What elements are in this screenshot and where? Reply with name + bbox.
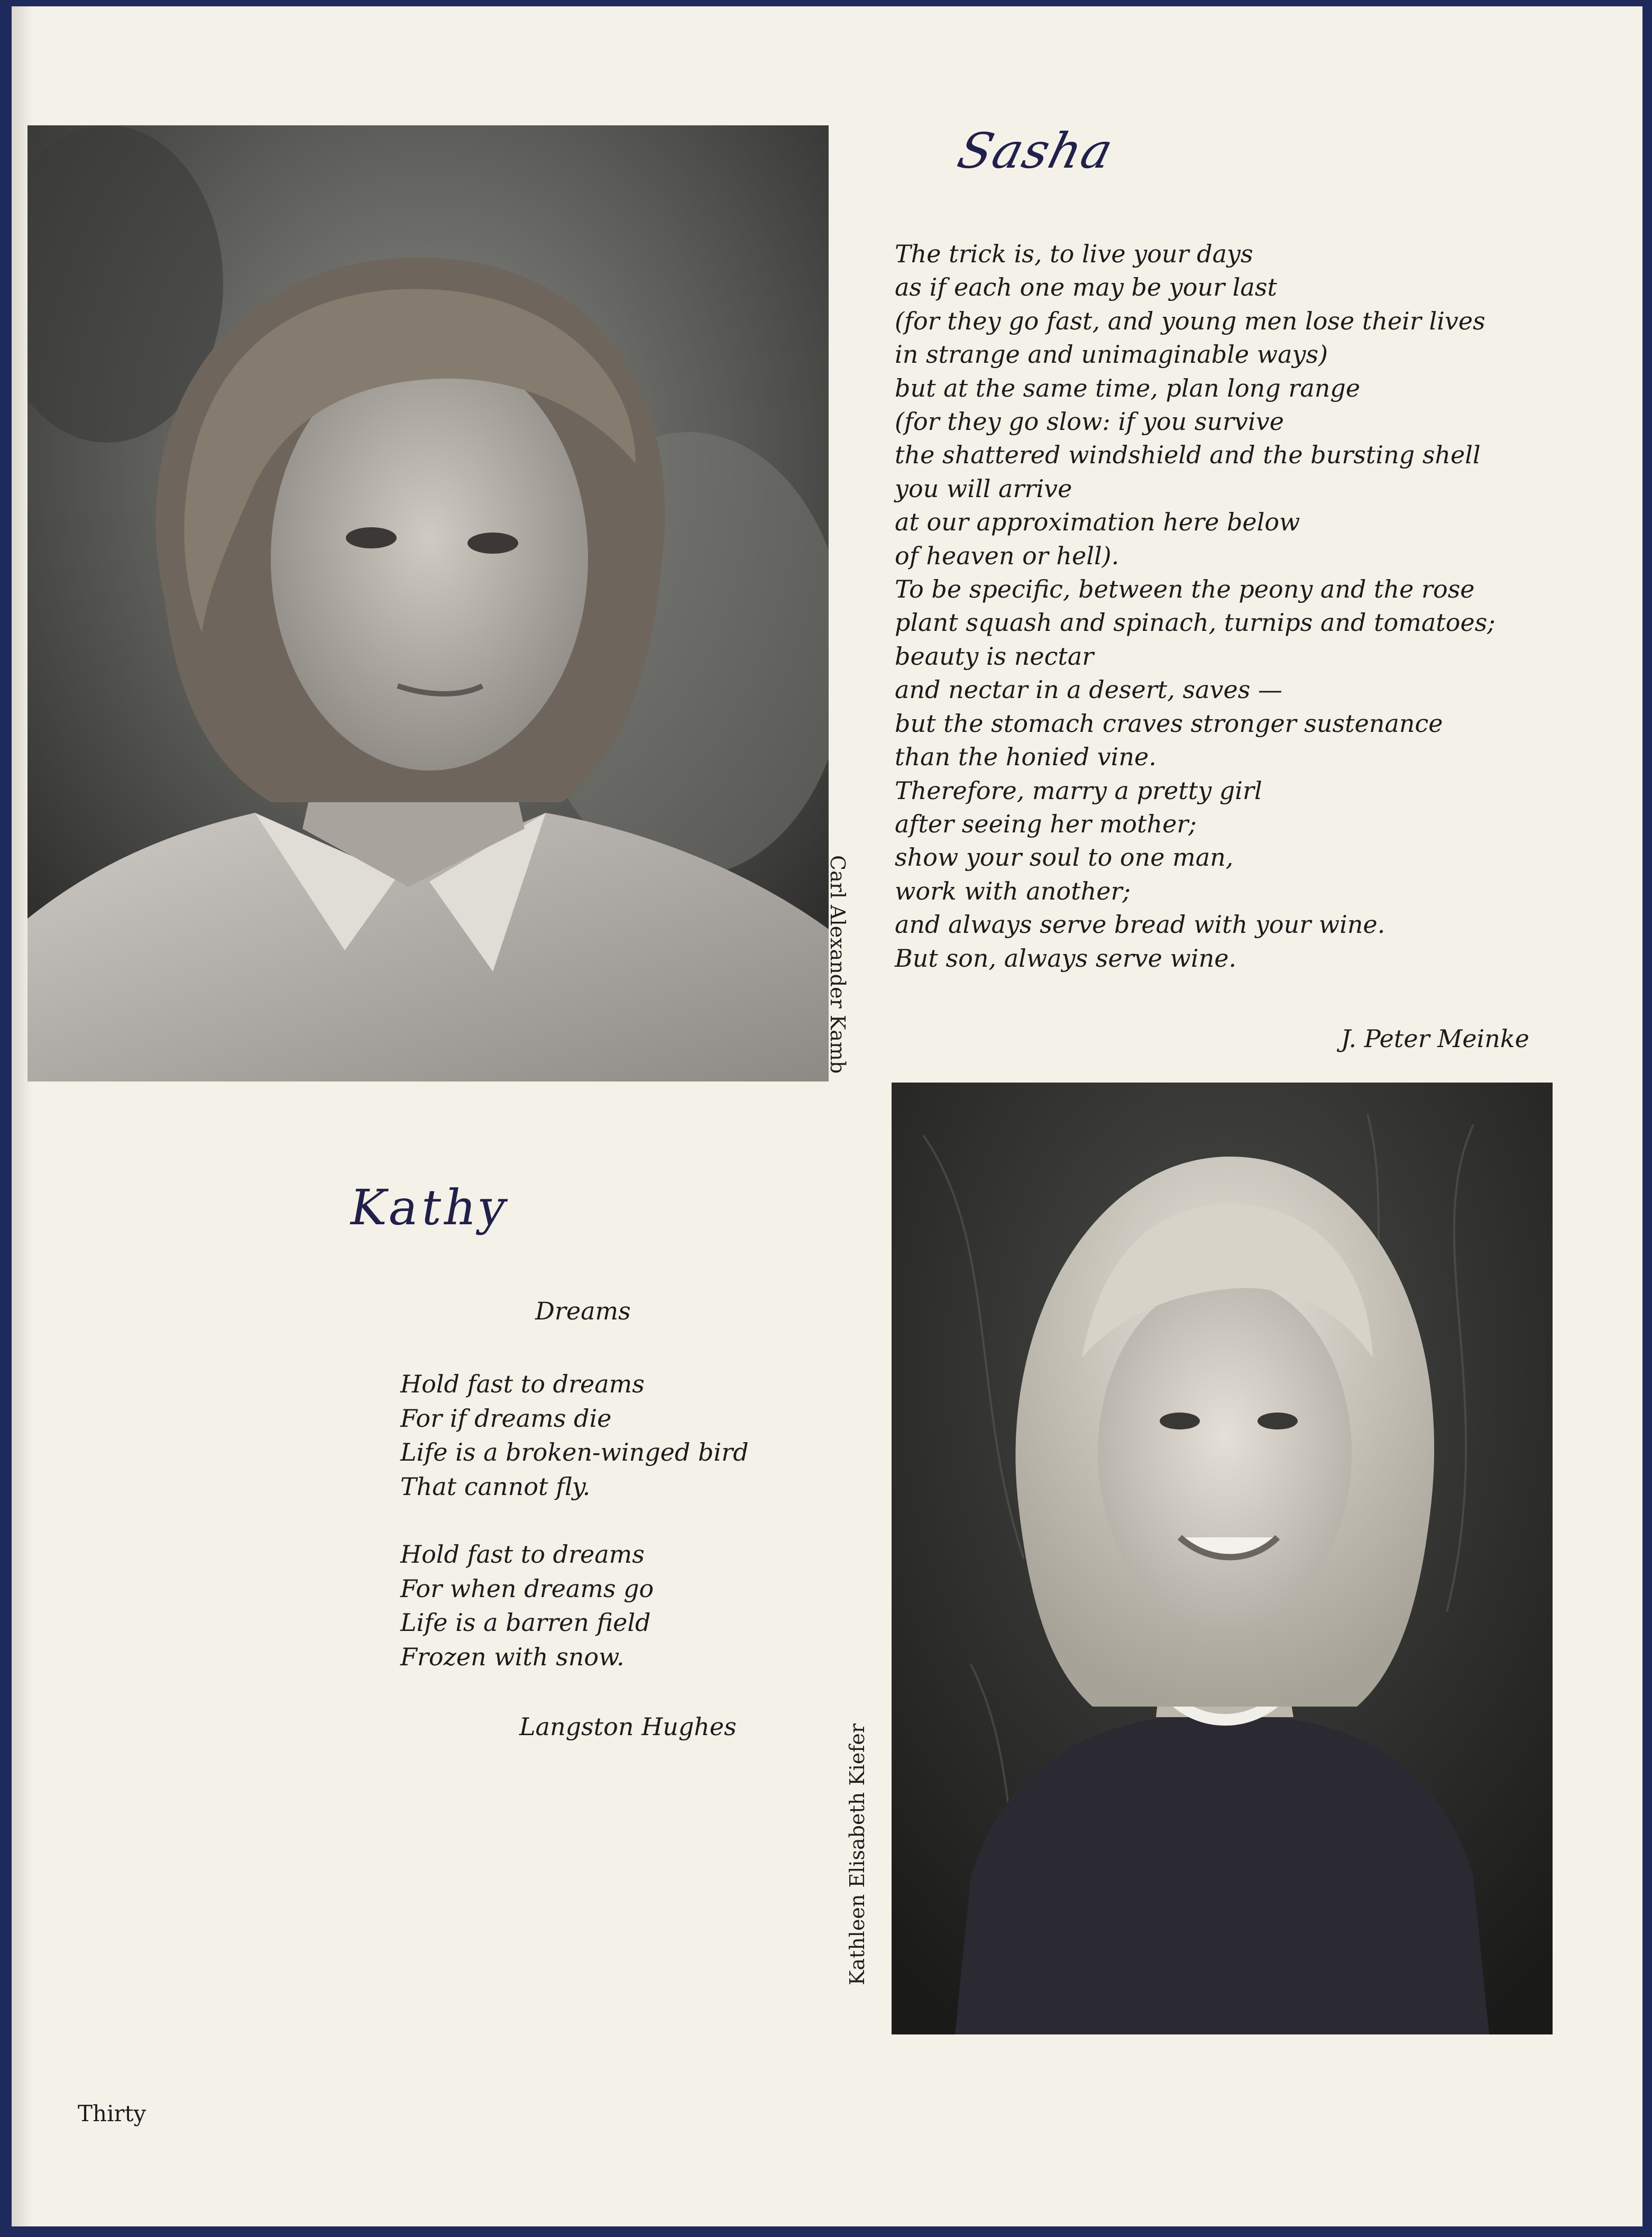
poem-line: beauty is nectar [895,641,1094,671]
poem-line: as if each one may be your last [895,273,1277,302]
poem-line: the shattered windshield and the bursting shell [895,441,1481,470]
signature-kathy: Kathy [345,1179,515,1236]
stanza-gap [400,1503,802,1537]
poem-line: Hold fast to dreams [400,1370,645,1398]
signature-sasha: Sasha [952,123,1119,179]
poem-line: The trick is, to live your days [895,240,1253,268]
poem-line: after seeing her mother; [895,809,1197,838]
poem-line: Hold fast to dreams [400,1540,645,1569]
portrait-photo-carl [27,125,829,1081]
poem-line: in strange and unimaginable ways) [895,340,1328,369]
page-number: Thirty [78,2101,146,2126]
poem-line: But son, always serve wine. [895,943,1237,973]
poem-line: than the honied vine. [895,742,1157,772]
poem-meinke [895,237,1582,975]
poem-line: show your soul to one man, [895,843,1234,872]
poem-line: you will arrive [895,474,1072,503]
poem-line: and always serve bread with your wine. [895,910,1385,939]
poem-meinke-author: J. Peter Meinke [1341,1024,1529,1053]
poem-line: That cannot fly. [400,1472,591,1501]
poem-dreams [400,1367,802,1674]
caption-carl: Carl Alexander Kamb [826,855,849,1074]
poem-line: work with another; [895,876,1131,905]
poem-line: at our approximation here below [895,508,1300,537]
poem-line: and nectar in a desert, saves — [895,675,1282,704]
poem-line: but at the same time, plan long range [895,373,1361,402]
poem-line: For when dreams go [400,1574,654,1603]
caption-kathleen: Kathleen Elisabeth Kiefer [846,1723,869,1985]
poem-line: Frozen with snow. [400,1642,625,1671]
poem-line: For if dreams die [400,1404,612,1433]
poem-line: of heaven or hell). [895,541,1119,570]
portrait-photo-icon [27,125,829,1081]
yearbook-page [12,6,1642,2226]
poem-line: (for they go slow: if you survive [895,407,1284,436]
poem-line: (for they go fast, and young men lose their lives [895,306,1485,335]
poem-line: To be specific, between the peony and the rose [895,575,1475,604]
poem-dreams-author: Langston Hughes [519,1712,737,1741]
poem-line: Life is a broken-winged bird [400,1438,749,1466]
poem-line: Life is a barren field [400,1608,651,1637]
portrait-photo-kathleen [892,1083,1553,2034]
poem-line: but the stomach craves stronger sustenance [895,709,1443,738]
poem-dreams-title: Dreams [535,1297,631,1325]
poem-line: plant squash and spinach, turnips and tomatoes; [895,608,1495,637]
portrait-photo-icon [892,1083,1553,2034]
poem-line: Therefore, marry a pretty girl [895,776,1262,805]
